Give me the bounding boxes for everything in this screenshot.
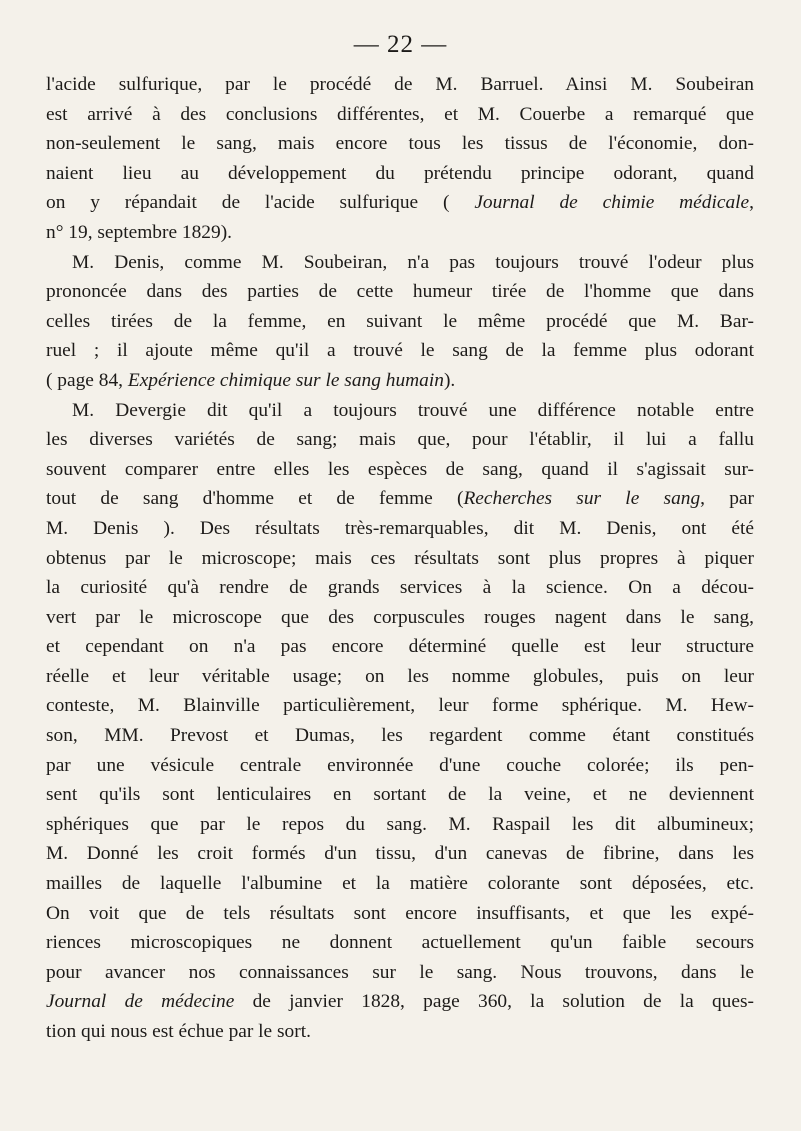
italic-title: Expérience chimique sur le sang humain: [127, 369, 444, 391]
text-line: [46, 691, 754, 721]
body-text: [46, 70, 754, 1047]
text-run: sphériques que par le repos du sang. M. Raspail les dit albumineux;: [46, 813, 754, 835]
text-line: [46, 396, 754, 426]
text-run: souvent comparer entre elles les espèces de sang, quand il s'agissait sur-: [46, 458, 754, 480]
text-line: [46, 100, 754, 130]
text-run: tout de sang d'homme et de femme (: [46, 488, 464, 510]
text-run: M. Devergie dit qu'il a toujours trouvé une différence notable entre: [72, 399, 754, 421]
text-run: , par: [700, 488, 754, 510]
text-line: [46, 721, 754, 751]
text-run: non-seulement le sang, mais encore tous les tissus de l'économie, don-: [46, 133, 754, 155]
text-run: réelle et leur véritable usage; on les nomme globules, puis on leur: [46, 665, 754, 687]
text-run: n° 19, septembre 1829).: [46, 221, 233, 243]
text-line: [46, 573, 754, 603]
italic-title: Recherches sur le sang: [463, 488, 701, 510]
text-line: [46, 899, 754, 929]
text-run: mailles de laquelle l'albumine et la matière colorante sont déposées, etc.: [46, 873, 754, 895]
text-run: M. Denis, comme M. Soubeiran, n'a pas toujours trouvé l'odeur plus: [72, 251, 754, 273]
text-line: [46, 987, 754, 1017]
text-line: [46, 129, 754, 159]
text-run: conteste, M. Blainville particulièrement, leur forme sphérique. M. Hew-: [46, 695, 754, 717]
text-line: [46, 455, 754, 485]
text-line: [46, 751, 754, 781]
text-run: On voit que de tels résultats sont encore insuffisants, et que les expé-: [46, 902, 754, 924]
text-run: on y répandait de l'acide sulfurique (: [46, 192, 475, 214]
text-run: pour avancer nos connaissances sur le sang. Nous trouvons, dans le: [46, 961, 754, 983]
text-line: [46, 780, 754, 810]
text-line: [46, 336, 754, 366]
text-run: et cependant on n'a pas encore déterminé quelle est leur structure: [46, 636, 754, 658]
text-line: [46, 810, 754, 840]
text-run: naient lieu au développement du prétendu principe odorant, quand: [46, 162, 754, 184]
text-line: [46, 277, 754, 307]
text-line: [46, 632, 754, 662]
text-line: [46, 869, 754, 899]
text-line: [46, 839, 754, 869]
text-run: ,: [749, 192, 755, 214]
text-run: sent qu'ils sont lenticulaires en sortant de la veine, et ne deviennent: [46, 784, 754, 806]
text-run: ruel ; il ajoute même qu'il a trouvé le sang de la femme plus odorant: [46, 340, 754, 362]
text-line: [46, 70, 754, 100]
text-run: obtenus par le microscope; mais ces résultats sont plus propres à piquer: [46, 547, 754, 569]
italic-title: Journal de chimie médicale: [474, 192, 750, 214]
text-run: est arrivé à des conclusions différentes, et M. Couerbe a remarqué que: [46, 103, 754, 125]
text-line: [46, 514, 754, 544]
text-run: ).: [443, 369, 456, 391]
text-line: [46, 159, 754, 189]
text-run: son, MM. Prevost et Dumas, les regardent comme étant constitués: [46, 725, 754, 747]
text-line: [46, 928, 754, 958]
text-run: de janvier 1828, page 360, la solution de la ques-: [234, 991, 754, 1013]
text-line: [46, 218, 754, 248]
text-run: M. Donné les croit formés d'un tissu, d'un canevas de fibrine, dans les: [46, 843, 754, 865]
text-run: riences microscopiques ne donnent actuellement qu'un faible secours: [46, 932, 754, 954]
text-run: ( page 84,: [46, 369, 128, 391]
text-line: [46, 603, 754, 633]
text-line: [46, 958, 754, 988]
text-line: [46, 366, 754, 396]
text-run: M. Denis ). Des résultats très-remarquables, dit M. Denis, ont été: [46, 517, 754, 539]
text-line: [46, 248, 754, 278]
text-line: [46, 484, 754, 514]
text-run: par une vésicule centrale environnée d'une couche colorée; ils pen-: [46, 754, 754, 776]
text-line: [46, 188, 754, 218]
text-run: tion qui nous est échue par le sort.: [46, 1021, 311, 1042]
text-run: vert par le microscope que des corpuscules rouges nagent dans le sang,: [46, 606, 754, 628]
text-run: l'acide sulfurique, par le procédé de M. Barruel. Ainsi M. Soubeiran: [46, 74, 754, 95]
text-line: [46, 544, 754, 574]
text-run: les diverses variétés de sang; mais que, pour l'établir, il lui a fallu: [46, 429, 754, 451]
text-line: [46, 425, 754, 455]
text-line: [46, 1017, 754, 1047]
text-line: [46, 307, 754, 337]
italic-title: Journal de médecine: [46, 991, 235, 1013]
page-number: — 22 —: [353, 31, 448, 58]
text-line: [46, 662, 754, 692]
text-run: la curiosité qu'à rendre de grands services à la science. On a décou-: [46, 577, 754, 599]
text-run: celles tirées de la femme, en suivant le même procédé que M. Bar-: [46, 310, 754, 332]
text-run: prononcée dans des parties de cette humeur tirée de l'homme que dans: [46, 281, 754, 303]
